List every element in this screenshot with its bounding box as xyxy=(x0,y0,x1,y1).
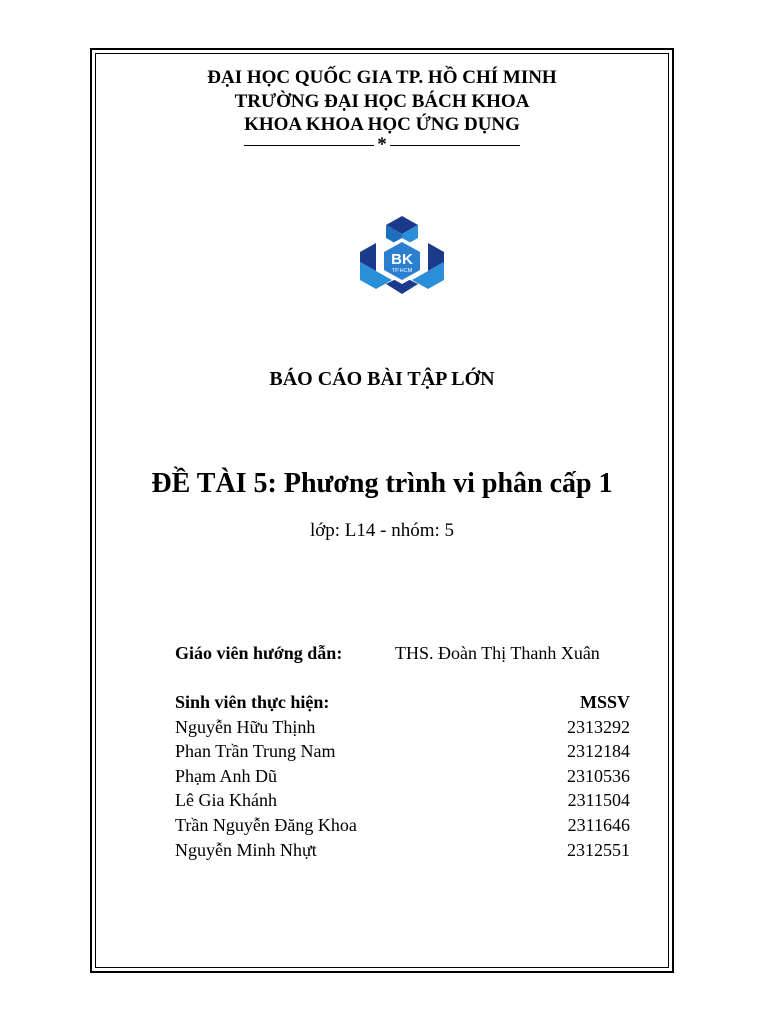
divider-line-right xyxy=(390,145,520,146)
students-table xyxy=(175,690,630,862)
student-name: Phan Trần Trung Nam xyxy=(175,741,336,762)
students-header-row xyxy=(175,690,630,715)
students-header-id: MSSV xyxy=(579,692,630,712)
student-name: Phạm Anh Dũ xyxy=(175,765,278,786)
university-name: ĐẠI HỌC QUỐC GIA TP. HỒ CHÍ MINH xyxy=(207,67,557,88)
logo-text-main: BK xyxy=(391,251,413,268)
student-id: 2312184 xyxy=(567,741,630,762)
advisor-row xyxy=(175,643,635,664)
topic-title: ĐỀ TÀI 5: Phương trình vi phân cấp 1 xyxy=(151,468,613,499)
student-name: Nguyễn Minh Nhựt xyxy=(175,839,317,860)
student-id: 2312551 xyxy=(567,839,630,860)
student-row xyxy=(175,813,630,838)
school-name: TRƯỜNG ĐẠI HỌC BÁCH KHOA xyxy=(234,90,530,112)
student-id: 2311646 xyxy=(567,814,630,835)
student-name: Lê Gia Khánh xyxy=(175,790,277,811)
student-row xyxy=(175,788,630,813)
logo-text-sub: TP.HCM xyxy=(391,268,413,274)
faculty-name: KHOA KHOA HỌC ỨNG DỤNG xyxy=(244,114,520,135)
student-row xyxy=(175,715,630,740)
class-info: lớp: L14 - nhóm: 5 xyxy=(309,520,455,541)
student-name: Trần Nguyễn Đăng Khoa xyxy=(175,814,357,835)
students-header-label: Sinh viên thực hiện: xyxy=(175,692,330,712)
report-title: BÁO CÁO BÀI TẬP LỚN xyxy=(269,368,495,390)
header-divider xyxy=(95,135,669,155)
divider-star: * xyxy=(377,133,387,155)
university-header xyxy=(95,66,669,155)
student-id: 2310536 xyxy=(567,765,630,786)
divider-line-left xyxy=(244,145,374,146)
student-id: 2311504 xyxy=(567,790,630,811)
student-id: 2313292 xyxy=(567,716,630,737)
bk-logo xyxy=(360,216,444,294)
student-name: Nguyễn Hữu Thịnh xyxy=(175,716,316,737)
student-row xyxy=(175,764,630,789)
advisor-label: Giáo viên hướng dẫn: xyxy=(175,643,343,663)
student-row xyxy=(175,838,630,863)
student-row xyxy=(175,739,630,764)
advisor-name: THS. Đoàn Thị Thanh Xuân xyxy=(395,643,600,663)
